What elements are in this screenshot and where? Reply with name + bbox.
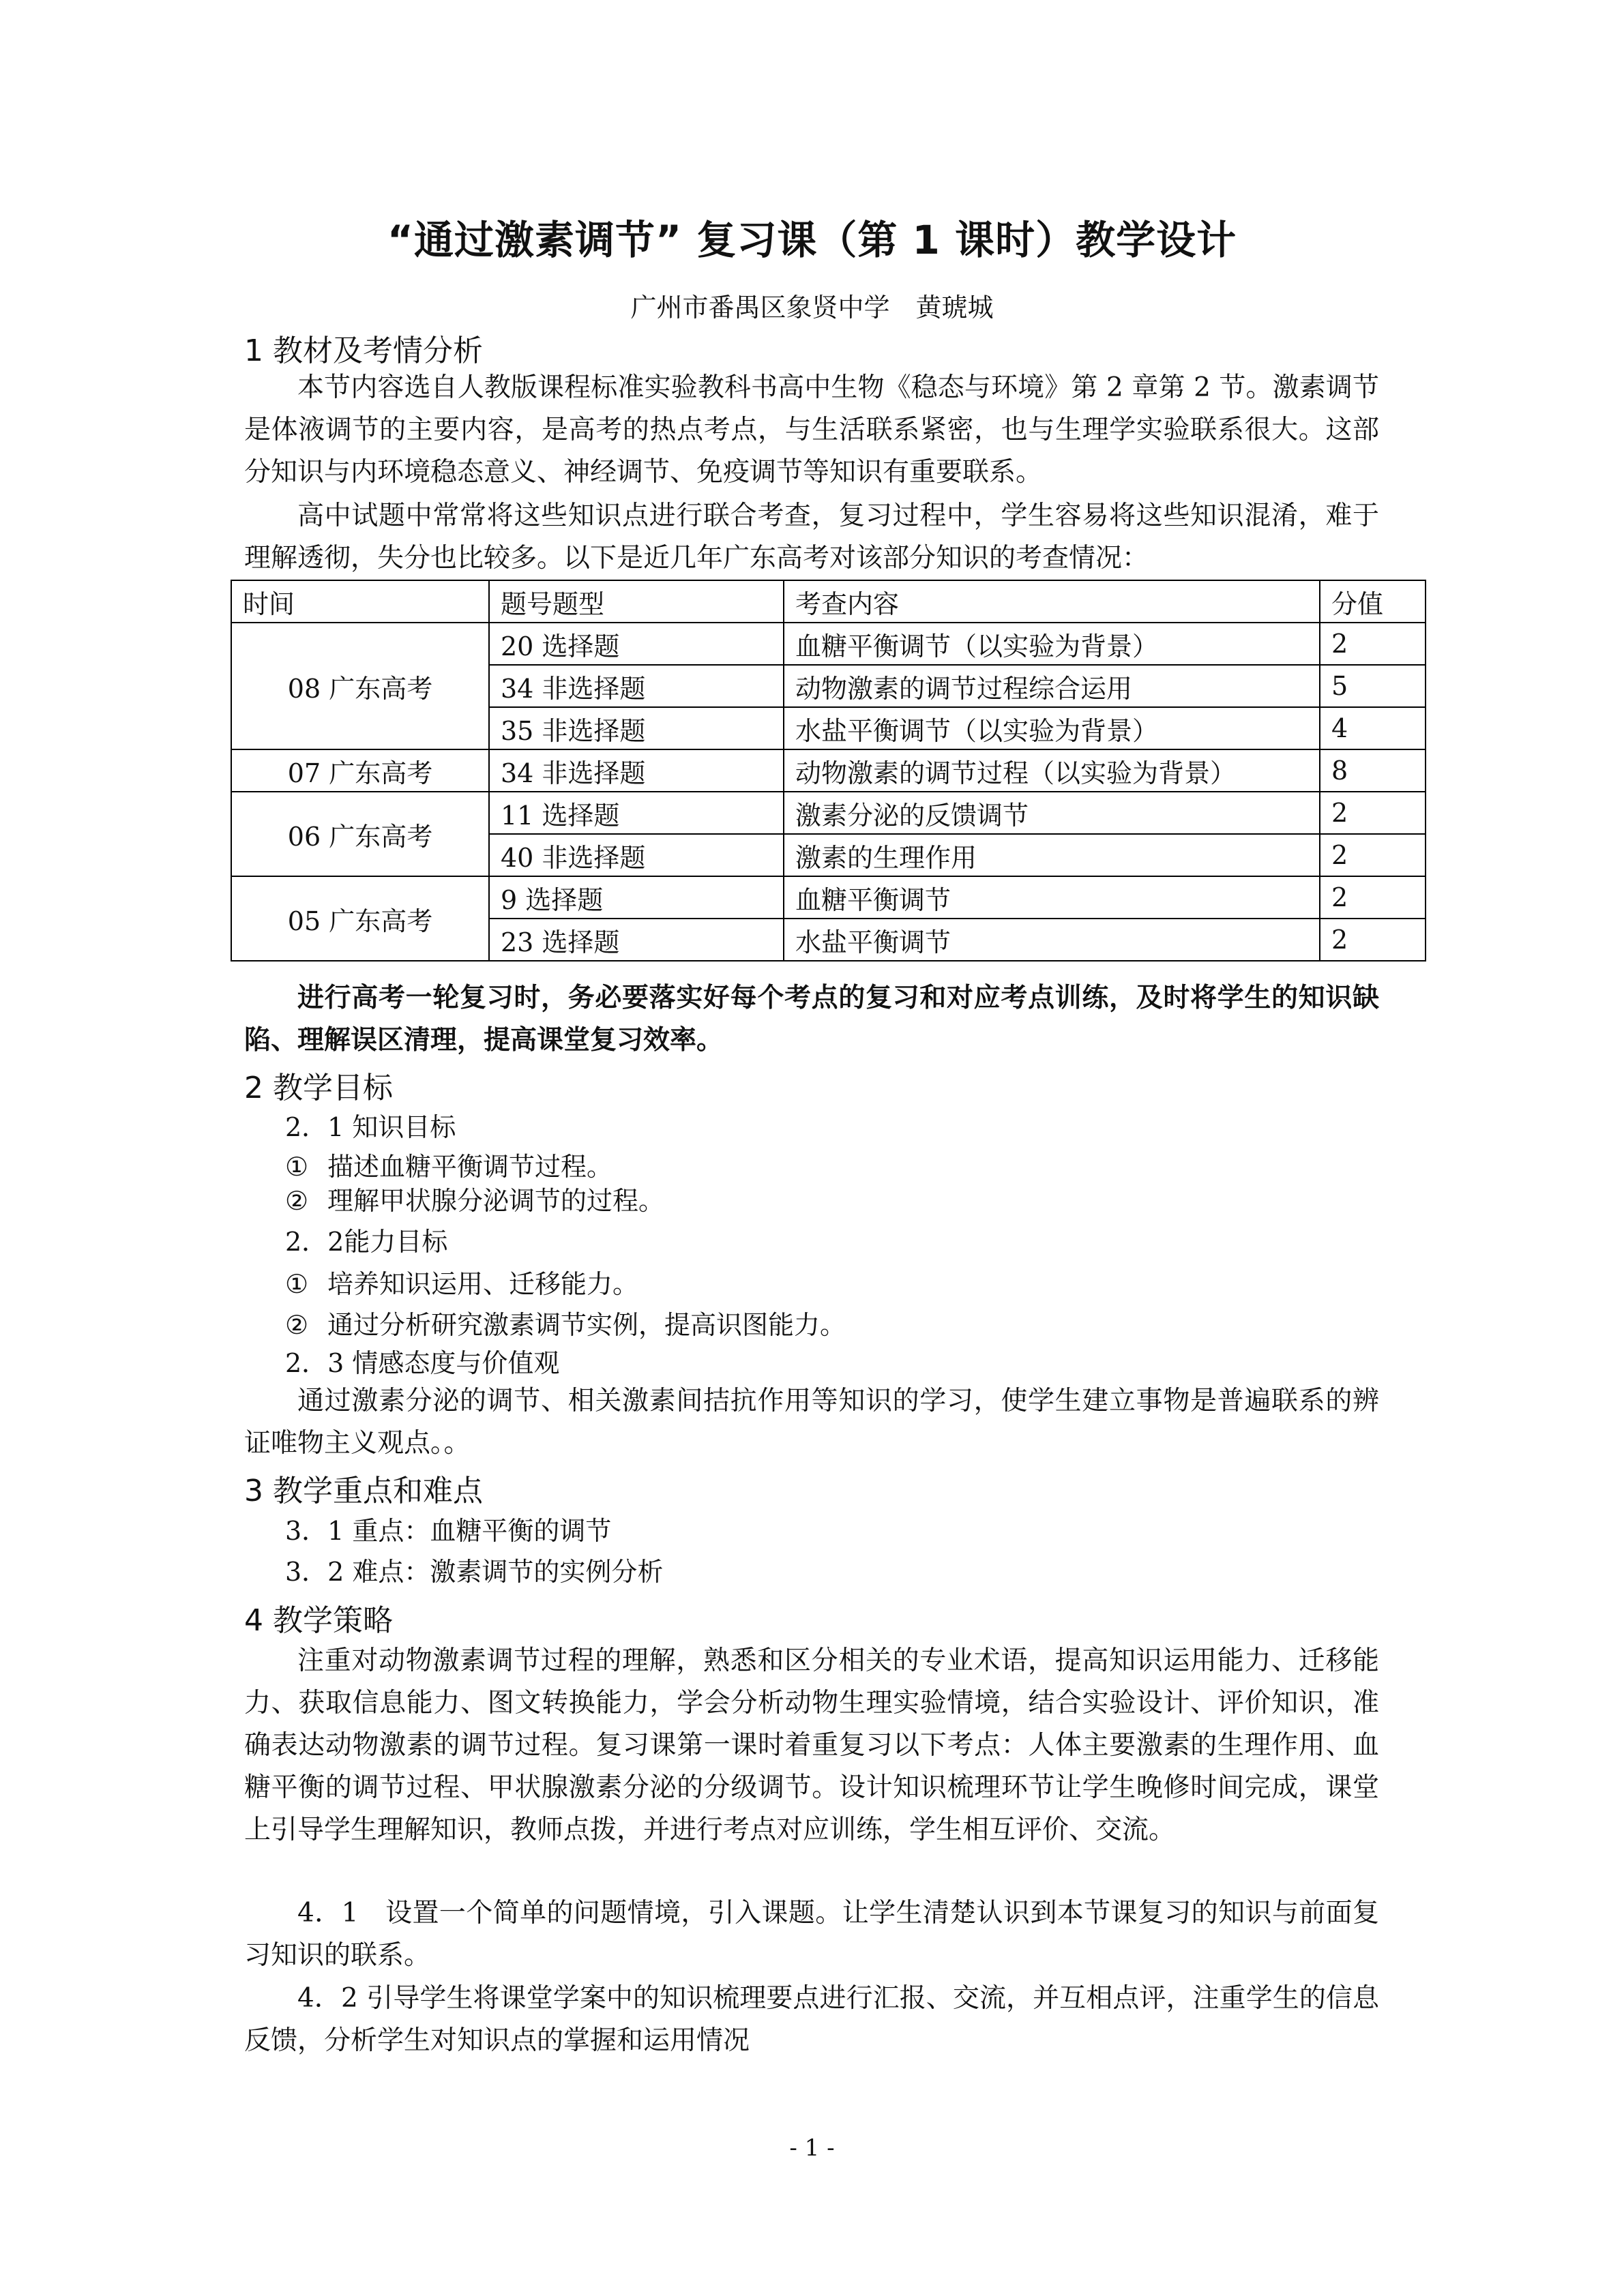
score-cell: 8 xyxy=(1320,749,1426,792)
list-text: 理解甲状腺分泌调节的过程。 xyxy=(327,1186,665,1216)
question-cell: 35 非选择题 xyxy=(489,707,784,749)
score-cell: 2 xyxy=(1320,834,1426,876)
list-text: 通过分析研究激素调节实例，提高识图能力。 xyxy=(327,1310,846,1340)
table-header-row xyxy=(231,580,1426,623)
score-cell: 4 xyxy=(1320,707,1426,749)
content-cell: 血糖平衡调节（以实验为背景） xyxy=(784,623,1320,665)
table-header-cell: 分值 xyxy=(1320,580,1426,623)
time-cell: 08 广东高考 xyxy=(231,623,489,749)
list-text: 描述血糖平衡调节过程。 xyxy=(327,1152,613,1182)
table-row xyxy=(231,876,1426,919)
section-4-paragraph-1: 注重对动物激素调节过程的理解，熟悉和区分相关的专业术语，提高知识运用能力、迁移能力、获取信息能力、图文转换能力，学会分析动物生理实验情境，结合实验设计、评价知识，准确表达动物激素的调节过程。复习课第一课时着重复习以下考点：人体主要激素的生理作用、血糖平衡的调节过程、甲状腺激素分泌的分级调节。设计知识梳理环节让学生晚修时间完成，课堂上引导学生理解知识，教师点拨，并进行考点对应训练，学生相互评价、交流。 xyxy=(244,1645,1379,1845)
content-cell: 水盐平衡调节 xyxy=(784,919,1320,961)
section-2-paragraph: 通过激素分泌的调节、相关激素间拮抗作用等知识的学习，使学生建立事物是普遍联系的辨证唯物主义观点。。 xyxy=(244,1386,1379,1459)
list-number: ② xyxy=(285,1310,309,1340)
section-4-paragraph-2: 4．1 设置一个简单的问题情境，引入课题。让学生清楚认识到本节课复习的知识与前面复习知识的联系。 xyxy=(244,1898,1379,1971)
table-header-cell: 时间 xyxy=(231,580,489,623)
question-cell: 23 选择题 xyxy=(489,919,784,961)
section-1-paragraph-1: 本节内容选自人教版课程标准实验教科书高中生物《稳态与环境》第 2 章第 2 节。激素调节是体液调节的主要内容，是高考的热点考点，与生活联系紧密，也与生理学实验联系很大。这部分知识与内环境稳态意义、神经调节、免疫调节等知识有重要联系。 xyxy=(244,372,1379,488)
content-cell: 动物激素的调节过程综合运用 xyxy=(784,665,1320,707)
score-cell: 5 xyxy=(1320,665,1426,707)
list-item xyxy=(285,1304,846,1341)
score-cell: 2 xyxy=(1320,623,1426,665)
table-row xyxy=(231,792,1426,834)
table-header-cell: 题号题型 xyxy=(489,580,784,623)
section-4-heading: 4 教学策略 xyxy=(244,1603,393,1638)
time-cell: 07 广东高考 xyxy=(231,749,489,792)
subsection-2-2: 2．2能力目标 xyxy=(285,1227,448,1257)
list-number: ① xyxy=(285,1152,309,1182)
subsection-2-3: 2．3 情感态度与价值观 xyxy=(285,1348,560,1378)
subsection-2-1: 2．1 知识目标 xyxy=(285,1112,456,1142)
question-cell: 20 选择题 xyxy=(489,623,784,665)
list-number: ① xyxy=(285,1269,309,1299)
question-cell: 9 选择题 xyxy=(489,876,784,919)
author-line: 广州市番禺区象贤中学 黄琥城 xyxy=(630,293,994,323)
section-1-paragraph-2: 高中试题中常常将这些知识点进行联合考查，复习过程中，学生容易将这些知识混淆，难于理解透彻，失分也比较多。以下是近几年广东高考对该部分知识的考查情况： xyxy=(244,501,1379,573)
key-point: 3．1 重点：血糖平衡的调节 xyxy=(285,1516,612,1546)
section-2-heading: 2 教学目标 xyxy=(244,1071,393,1105)
content-cell: 水盐平衡调节（以实验为背景） xyxy=(784,707,1320,749)
score-cell: 2 xyxy=(1320,919,1426,961)
content-cell: 血糖平衡调节 xyxy=(784,876,1320,919)
section-4-paragraph-3: 4．2 引导学生将课堂学案中的知识梳理要点进行汇报、交流，并互相点评，注重学生的信息反馈，分析学生对知识点的掌握和运用情况 xyxy=(244,1983,1379,2056)
document-title: “通过激素调节” 复习课（第 1 课时）教学设计 xyxy=(387,217,1237,263)
score-cell: 2 xyxy=(1320,792,1426,834)
list-item xyxy=(285,1180,664,1217)
exam-table xyxy=(231,580,1426,961)
page-number: - 1 - xyxy=(789,2134,835,2162)
question-cell: 11 选择题 xyxy=(489,792,784,834)
section-1-bold-paragraph: 进行高考一轮复习时，务必要落实好每个考点的复习和对应考点训练，及时将学生的知识缺陷、理解误区清理，提高课堂复习效率。 xyxy=(244,983,1379,1056)
question-cell: 34 非选择题 xyxy=(489,665,784,707)
question-cell: 34 非选择题 xyxy=(489,749,784,792)
table-header-cell: 考查内容 xyxy=(784,580,1320,623)
table-row xyxy=(231,623,1426,665)
difficult-point: 3．2 难点：激素调节的实例分析 xyxy=(285,1557,664,1587)
list-item xyxy=(285,1263,638,1300)
list-number: ② xyxy=(285,1186,309,1216)
section-1-heading: 1 教材及考情分析 xyxy=(244,333,483,368)
time-cell: 05 广东高考 xyxy=(231,876,489,961)
content-cell: 激素的生理作用 xyxy=(784,834,1320,876)
time-cell: 06 广东高考 xyxy=(231,792,489,876)
question-cell: 40 非选择题 xyxy=(489,834,784,876)
content-cell: 激素分泌的反馈调节 xyxy=(784,792,1320,834)
list-text: 培养知识运用、迁移能力。 xyxy=(327,1269,639,1299)
content-cell: 动物激素的调节过程（以实验为背景） xyxy=(784,749,1320,792)
score-cell: 2 xyxy=(1320,876,1426,919)
list-item xyxy=(285,1146,612,1183)
table-row xyxy=(231,749,1426,792)
section-3-heading: 3 教学重点和难点 xyxy=(244,1474,483,1508)
